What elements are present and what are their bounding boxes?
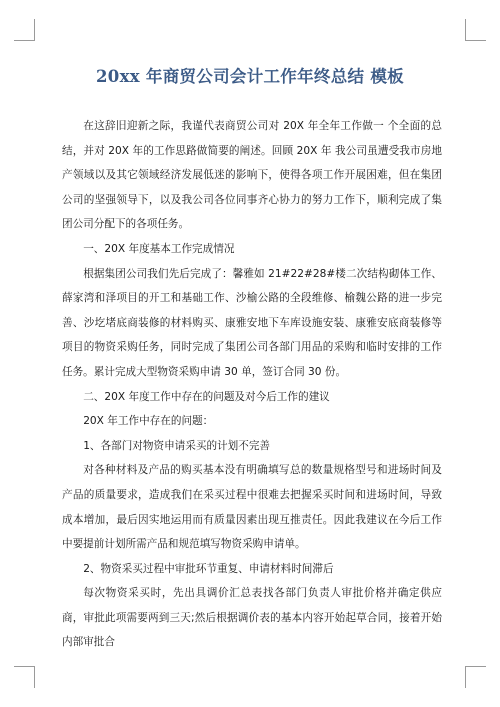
document-title: 20xx 年商贸公司会计工作年终总结 模板 — [96, 67, 404, 86]
problem-heading-1: 1、各部门对物资申请采买的计划不完善 — [83, 439, 271, 452]
paragraph-problem-1: 对各种材料及产品的购买基本没有明确填写总的数量规格型号和进场时间及产品的质量要求，造成我们在采买过程中很难去把握采买时间和进场时间，导致成本增加，最后因实地运用而有质量因素出现互推责任。因此我建议在今后工作中要提前计划所需产品和规范填写物资采购申请单。 — [62, 464, 442, 551]
problem-heading-2: 2、物资采买过程中审批环节重复、申请材料时间滞后 — [83, 562, 334, 575]
crop-mark-bottom-right — [465, 666, 486, 667]
section-heading-2: 二、20X 年度工作中存在的问题及对今后工作的建议 — [83, 390, 330, 403]
crop-mark-top-left — [34, 19, 35, 41]
crop-mark-bottom-left — [14, 666, 35, 667]
crop-mark-bottom-right — [465, 666, 466, 688]
section-heading-1: 一、20X 年度基本工作完成情况 — [83, 242, 235, 255]
subheading-problems: 20X 年工作中存在的问题： — [83, 415, 214, 428]
paragraph-problem-2: 每次物资采买时，先出具调价汇总表找各部门负责人审批价格并确定供应商，审批此项需要两到三天;然后根据调价表的基本内容开始起草合同，接着开始内部审批合 — [62, 587, 442, 649]
crop-mark-bottom-left — [34, 666, 35, 688]
paragraph-intro: 在这辞旧迎新之际，我谨代表商贸公司对 20X 年全年工作做一 个全面的总结，并对 20X 年的工作思路做简要的阐述。回顾 20X 年 我公司虽遭受我市房地产领域以及其它领域经济发展低迷的影响下，使得各项工作开展困难，但在集团公司的坚强领导下，以及我公司各位同事齐心协力的努力工作下，顺利完成了集团公司分配下的各项任务。 — [62, 120, 442, 231]
crop-mark-top-right — [465, 40, 486, 41]
crop-mark-top-right — [465, 19, 466, 41]
paragraph-completed-work: 根据集团公司我们先后完成了：馨雅如 21#22#28#楼二次结构砌体工作、薛家湾和泽项目的开工和基础工作、沙榆公路的全段维修、榆魏公路的进一步完善、沙圪堵底商装修的材料购买、康雅安地下车库设施安装、康雅安底商装修等项目的物资采购任务，同时完成了集团公司各部门用品的采购和临时安排的工作任务。累计完成大型物资采购申请 30 单，签订合同 30 份。 — [62, 267, 442, 378]
document-body — [62, 114, 442, 655]
crop-mark-top-left — [14, 40, 35, 41]
